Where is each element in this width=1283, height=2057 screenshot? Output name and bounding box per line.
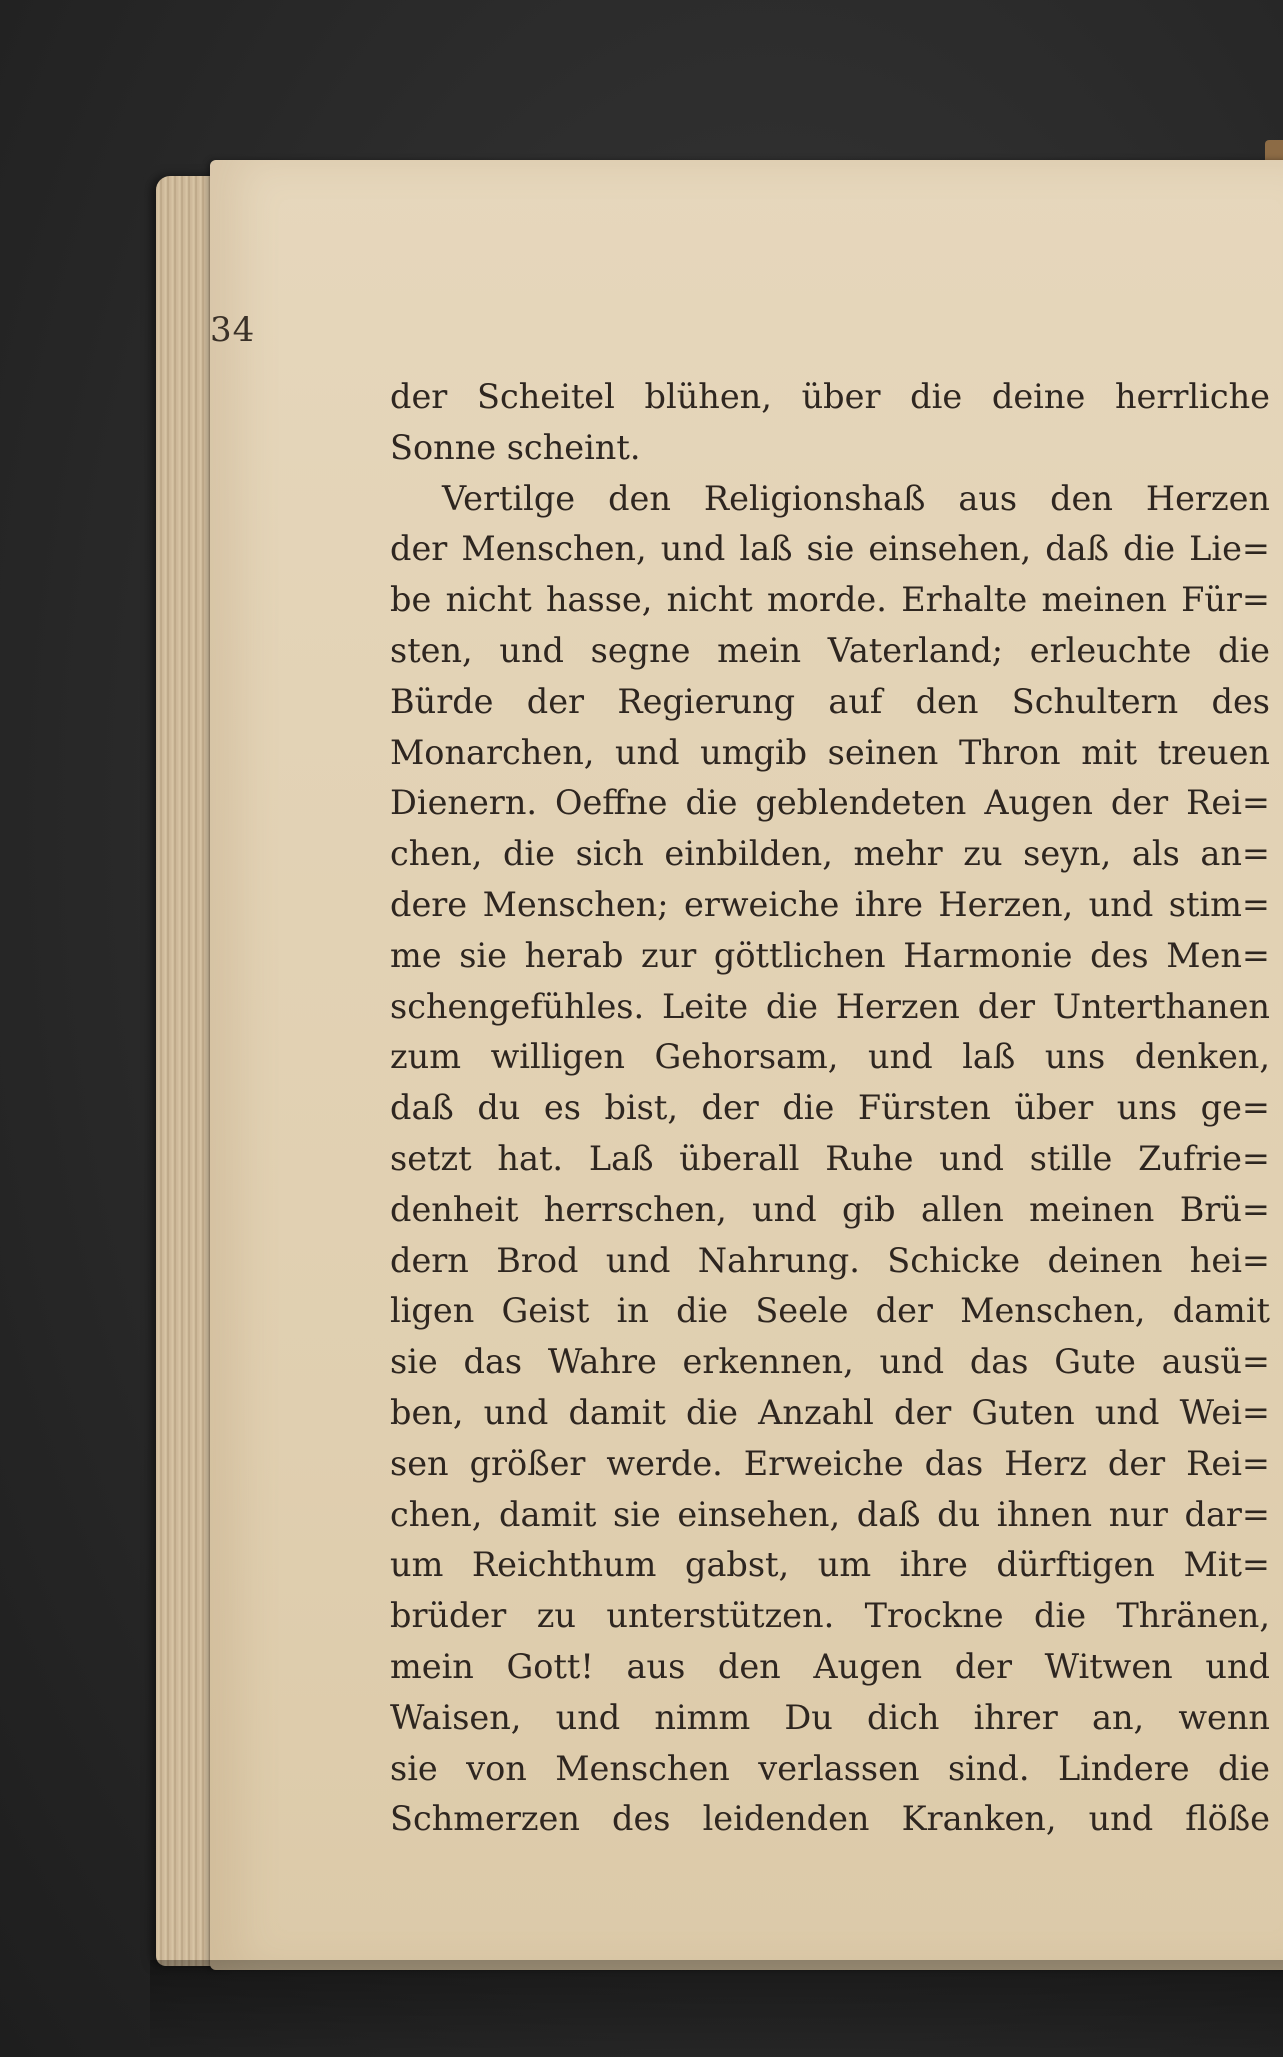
text-line: brüder zu unterstützen. Trockne die Thränen, xyxy=(390,1596,1270,1636)
text-line: sie von Menschen verlassen sind. Lindere die xyxy=(390,1748,1270,1788)
page-shadow xyxy=(150,1960,1283,2057)
text-line: me sie herab zur göttlichen Harmonie des Men= xyxy=(390,935,1270,975)
text-line: dern Brod und Nahrung. Schicke deinen hei= xyxy=(390,1240,1270,1280)
text-line: ben, und damit die Anzahl der Guten und Wei= xyxy=(390,1392,1270,1432)
text-line: Bürde der Regierung auf den Schultern des xyxy=(390,681,1270,721)
text-line: sen größer werde. Erweiche das Herz der Rei= xyxy=(390,1443,1270,1483)
text-line: chen, damit sie einsehen, daß du ihnen nur dar= xyxy=(390,1494,1270,1534)
text-line: Sonne scheint. xyxy=(390,427,641,467)
text-line: Vertilge den Religionshaß aus den Herzen xyxy=(442,478,1270,518)
text-line: chen, die sich einbilden, mehr zu seyn, als an= xyxy=(390,834,1270,874)
text-line: Schmerzen des leidenden Kranken, und flöße xyxy=(390,1799,1270,1839)
text-line: dere Menschen; erweiche ihre Herzen, und stim= xyxy=(390,884,1270,924)
text-line: zum willigen Gehorsam, und laß uns denken, xyxy=(390,1037,1270,1077)
text-line: Dienern. Oeffne die geblendeten Augen der Rei= xyxy=(390,783,1270,823)
text-line: ligen Geist in die Seele der Menschen, damit xyxy=(390,1291,1270,1331)
text-line: denheit herrschen, und gib allen meinen Brü= xyxy=(390,1189,1270,1229)
text-line: mein Gott! aus den Augen der Witwen und xyxy=(390,1646,1270,1686)
text-line: der Scheitel blühen, über die deine herrliche xyxy=(390,377,1270,416)
text-line: sten, und segne mein Vaterland; erleuchte die xyxy=(390,630,1270,670)
text-line: daß du es bist, der die Fürsten über uns ge= xyxy=(390,1088,1270,1128)
text-line: Waisen, und nimm Du dich ihrer an, wenn xyxy=(390,1697,1270,1737)
text-line: setzt hat. Laß überall Ruhe und stille Zufrie= xyxy=(390,1138,1270,1178)
page-number: 34 xyxy=(210,310,256,350)
text-line: schengefühles. Leite die Herzen der Unterthanen xyxy=(390,986,1270,1026)
text-line: sie das Wahre erkennen, und das Gute ausü= xyxy=(390,1342,1270,1382)
text-line: Monarchen, und umgib seinen Thron mit treuen xyxy=(390,732,1270,772)
text-line: be nicht hasse, nicht morde. Erhalte meinen Für= xyxy=(390,580,1270,620)
page-text xyxy=(390,372,1270,1845)
text-line: um Reichthum gabst, um ihre dürftigen Mit= xyxy=(390,1545,1270,1585)
text-line: der Menschen, und laß sie einsehen, daß die Lie= xyxy=(390,529,1270,569)
